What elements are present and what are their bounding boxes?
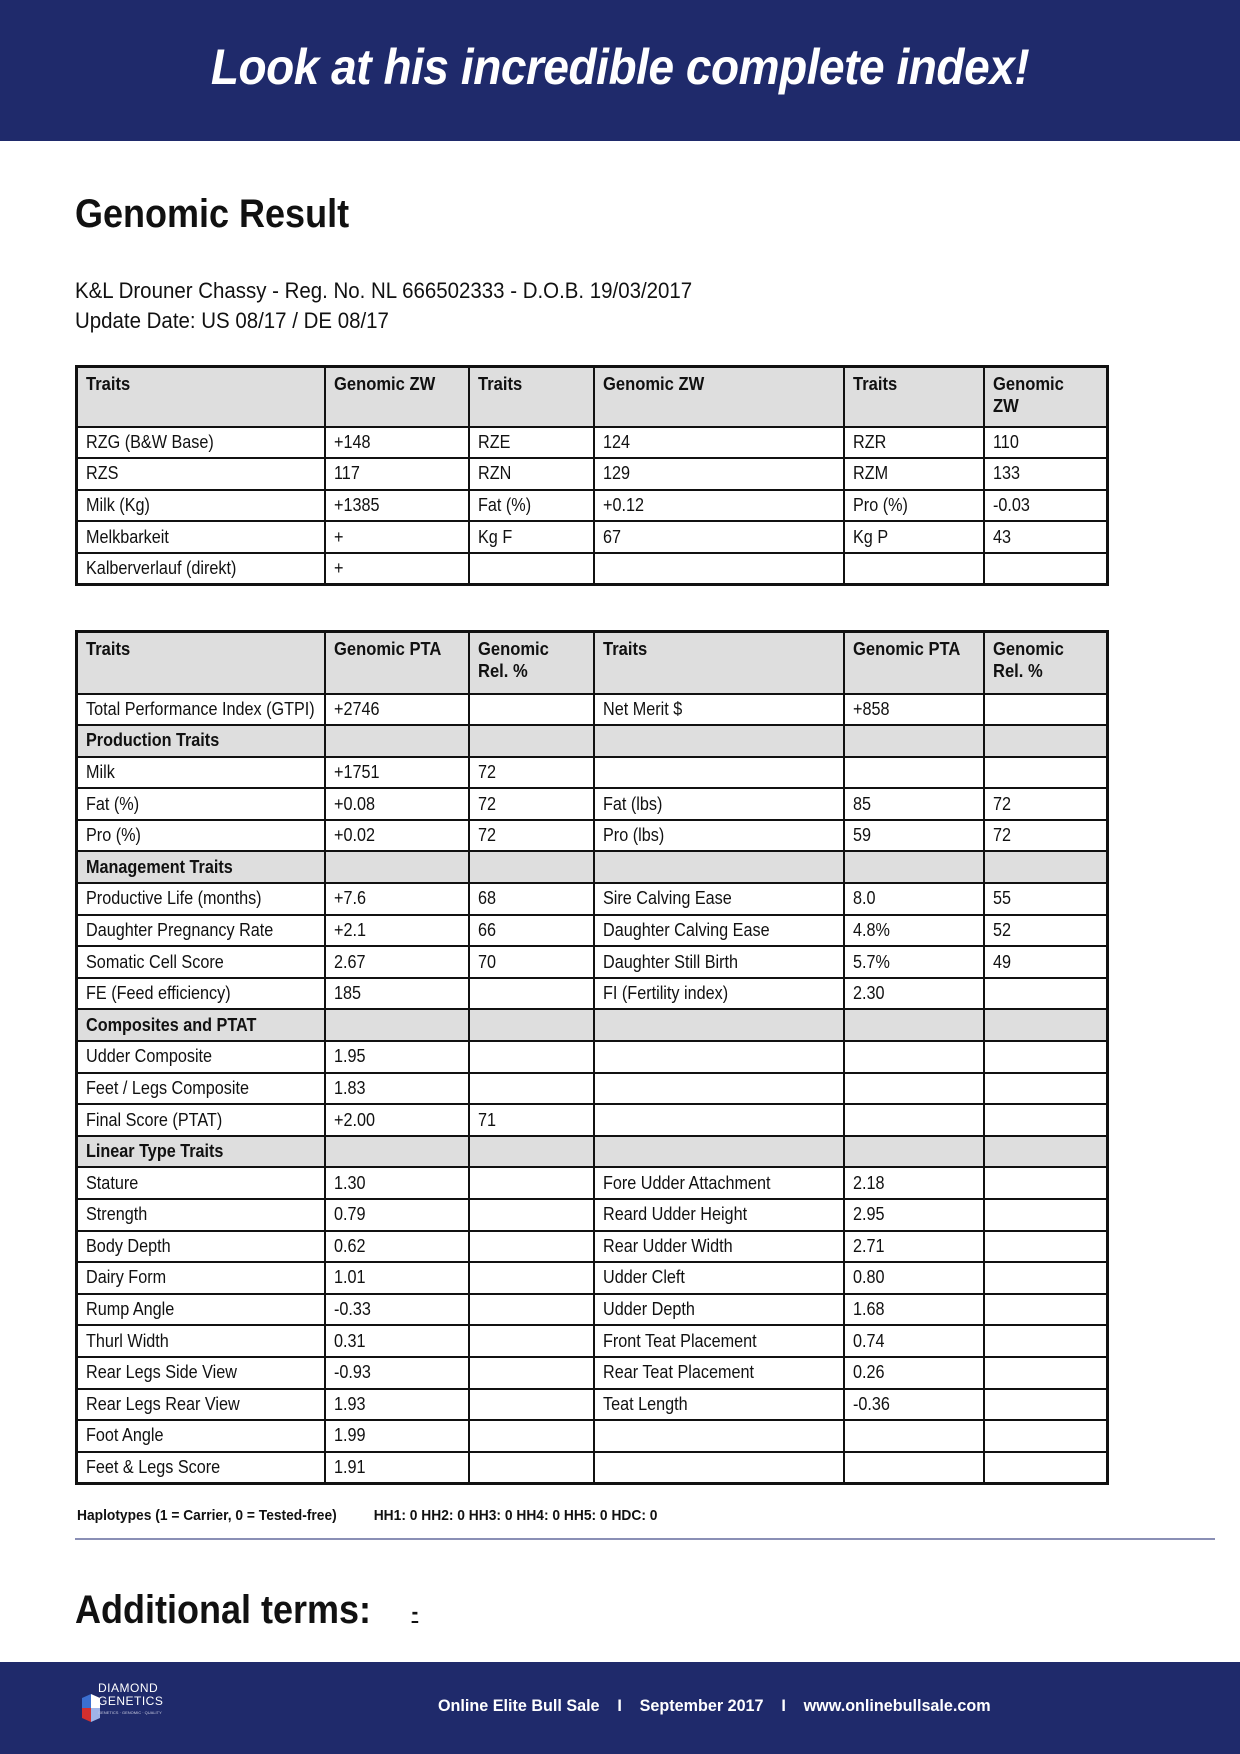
pta-cell: 0.80 <box>844 1262 984 1294</box>
pta-section-row <box>77 851 1108 883</box>
pta-cell <box>844 1452 984 1484</box>
zw-cell: 43 <box>984 521 1108 553</box>
pta-cell: Udder Cleft <box>594 1262 844 1294</box>
pta-cell: +858 <box>844 694 984 726</box>
zw-header-cell: Genomic ZW <box>594 367 844 427</box>
pta-cell: Feet / Legs Composite <box>77 1073 325 1105</box>
pta-cell: 8.0 <box>844 883 984 915</box>
pta-cell: 0.79 <box>325 1199 469 1231</box>
pta-cell <box>984 1262 1108 1294</box>
pta-cell: 70 <box>469 946 594 978</box>
pta-cell: Somatic Cell Score <box>77 946 325 978</box>
pta-cell: 85 <box>844 788 984 820</box>
pta-cell: Productive Life (months) <box>77 883 325 915</box>
zw-cell: Kg F <box>469 521 594 553</box>
pta-cell: 1.01 <box>325 1262 469 1294</box>
pta-cell: Fat (lbs) <box>594 788 844 820</box>
pta-cell <box>984 1167 1108 1199</box>
haplotypes-line <box>77 1507 657 1524</box>
pta-cell: 1.30 <box>325 1167 469 1199</box>
footer-date: September 2017 <box>639 1696 764 1715</box>
pta-cell: Feet & Legs Score <box>77 1452 325 1484</box>
pta-cell: Front Teat Placement <box>594 1325 844 1357</box>
pta-cell <box>594 1136 844 1168</box>
zw-cell: +0.12 <box>594 490 844 522</box>
pta-cell: 72 <box>469 820 594 852</box>
pta-cell: Udder Composite <box>77 1041 325 1073</box>
zw-cell: Fat (%) <box>469 490 594 522</box>
pta-cell <box>984 1136 1108 1168</box>
pta-cell: Fore Udder Attachment <box>594 1167 844 1199</box>
pta-cell <box>594 1104 844 1136</box>
pta-cell: Thurl Width <box>77 1325 325 1357</box>
pta-row <box>77 694 1108 726</box>
pta-cell: Pro (lbs) <box>594 820 844 852</box>
pta-row <box>77 1167 1108 1199</box>
pta-cell: Daughter Pregnancy Rate <box>77 915 325 947</box>
zw-cell: -0.03 <box>984 490 1108 522</box>
pta-cell <box>469 1262 594 1294</box>
pta-cell <box>844 1136 984 1168</box>
pta-cell: FE (Feed efficiency) <box>77 978 325 1010</box>
genomic-pta-table <box>75 630 1109 1485</box>
pta-row <box>77 946 1108 978</box>
pta-cell: 1.99 <box>325 1420 469 1452</box>
pta-cell: Total Performance Index (GTPI) <box>77 694 325 726</box>
pta-cell: 72 <box>984 820 1108 852</box>
pta-cell <box>469 1136 594 1168</box>
pta-cell <box>594 1073 844 1105</box>
additional-terms-value: - <box>411 1599 419 1625</box>
pta-cell: Milk <box>77 757 325 789</box>
pta-cell: FI (Fertility index) <box>594 978 844 1010</box>
zw-row <box>77 490 1108 522</box>
pta-cell <box>594 1041 844 1073</box>
pta-cell <box>469 978 594 1010</box>
pta-cell: +1751 <box>325 757 469 789</box>
pta-row <box>77 1073 1108 1105</box>
zw-cell <box>984 553 1108 585</box>
zw-row <box>77 553 1108 585</box>
footer-event: Online Elite Bull Sale <box>438 1696 600 1715</box>
pta-cell: Composites and PTAT <box>77 1009 325 1041</box>
pta-cell <box>594 757 844 789</box>
zw-cell: 110 <box>984 427 1108 459</box>
zw-cell: 67 <box>594 521 844 553</box>
pta-cell <box>469 1325 594 1357</box>
pta-cell: Udder Depth <box>594 1294 844 1326</box>
pta-cell <box>325 1136 469 1168</box>
page-title: Genomic Result <box>75 192 350 236</box>
pta-cell: +2.1 <box>325 915 469 947</box>
pta-row <box>77 1231 1108 1263</box>
zw-cell: 124 <box>594 427 844 459</box>
footer-info <box>438 1696 991 1716</box>
pta-cell <box>469 1389 594 1421</box>
top-banner <box>0 0 1240 141</box>
zw-cell: +1385 <box>325 490 469 522</box>
pta-row <box>77 757 1108 789</box>
pta-cell <box>984 1325 1108 1357</box>
pta-cell: 1.95 <box>325 1041 469 1073</box>
pta-cell <box>844 757 984 789</box>
pta-cell: 71 <box>469 1104 594 1136</box>
divider <box>75 1538 1215 1540</box>
pta-row <box>77 1325 1108 1357</box>
zw-cell: 129 <box>594 458 844 490</box>
pta-header-cell: Traits <box>77 632 325 694</box>
zw-cell: Kg P <box>844 521 984 553</box>
pta-cell: Daughter Still Birth <box>594 946 844 978</box>
zw-header-cell: Traits <box>77 367 325 427</box>
pta-cell <box>594 1420 844 1452</box>
pta-row <box>77 1199 1108 1231</box>
animal-info: K&L Drouner Chassy - Reg. No. NL 666502333 - D.O.B. 19/03/2017 <box>75 278 693 303</box>
pta-cell: Body Depth <box>77 1231 325 1263</box>
logo-line2: GENETICS <box>98 1694 164 1708</box>
pta-cell <box>469 1199 594 1231</box>
pta-header-cell: Genomic PTA <box>844 632 984 694</box>
pta-row <box>77 978 1108 1010</box>
pta-cell: 2.71 <box>844 1231 984 1263</box>
pta-cell: Stature <box>77 1167 325 1199</box>
pta-cell <box>844 1420 984 1452</box>
zw-cell: Pro (%) <box>844 490 984 522</box>
zw-cell: 117 <box>325 458 469 490</box>
footer-separator: I <box>617 1696 622 1715</box>
pta-cell <box>469 1167 594 1199</box>
pta-cell: -0.33 <box>325 1294 469 1326</box>
zw-cell: + <box>325 553 469 585</box>
pta-cell <box>325 725 469 757</box>
pta-cell: Sire Calving Ease <box>594 883 844 915</box>
pta-cell: 49 <box>984 946 1108 978</box>
pta-cell <box>469 1452 594 1484</box>
haplotypes-codes: HH1: 0 HH2: 0 HH3: 0 HH4: 0 HH5: 0 HDC: 0 <box>373 1507 658 1524</box>
pta-row <box>77 1104 1108 1136</box>
zw-cell: RZM <box>844 458 984 490</box>
pta-row <box>77 883 1108 915</box>
pta-cell: +2.00 <box>325 1104 469 1136</box>
additional-terms <box>75 1588 418 1633</box>
zw-cell: + <box>325 521 469 553</box>
pta-cell: 4.8% <box>844 915 984 947</box>
zw-cell: Melkbarkeit <box>77 521 325 553</box>
pta-cell <box>594 1452 844 1484</box>
pta-cell <box>844 725 984 757</box>
pta-cell <box>984 978 1108 1010</box>
zw-cell: RZG (B&W Base) <box>77 427 325 459</box>
pta-cell: +0.08 <box>325 788 469 820</box>
pta-cell <box>325 1009 469 1041</box>
pta-cell: 0.74 <box>844 1325 984 1357</box>
update-date: Update Date: US 08/17 / DE 08/17 <box>75 308 389 333</box>
pta-row <box>77 788 1108 820</box>
pta-cell: 55 <box>984 883 1108 915</box>
pta-cell: Pro (%) <box>77 820 325 852</box>
pta-cell <box>469 1231 594 1263</box>
pta-cell: 0.31 <box>325 1325 469 1357</box>
pta-cell: Rear Udder Width <box>594 1231 844 1263</box>
zw-cell: RZN <box>469 458 594 490</box>
pta-row <box>77 1294 1108 1326</box>
pta-cell <box>984 725 1108 757</box>
pta-cell: 1.91 <box>325 1452 469 1484</box>
pta-cell: Foot Angle <box>77 1420 325 1452</box>
pta-header-cell: Genomic PTA <box>325 632 469 694</box>
pta-row <box>77 1420 1108 1452</box>
pta-cell <box>984 1452 1108 1484</box>
zw-cell: Milk (Kg) <box>77 490 325 522</box>
pta-cell <box>844 1009 984 1041</box>
zw-cell: +148 <box>325 427 469 459</box>
pta-cell <box>844 1073 984 1105</box>
pta-cell: 66 <box>469 915 594 947</box>
footer-bar <box>0 1662 1240 1754</box>
pta-cell: 185 <box>325 978 469 1010</box>
pta-header-cell: Genomic Rel. % <box>469 632 594 694</box>
pta-cell <box>469 1420 594 1452</box>
pta-cell: 2.95 <box>844 1199 984 1231</box>
pta-cell: 72 <box>469 757 594 789</box>
pta-cell <box>984 694 1108 726</box>
pta-cell: 72 <box>469 788 594 820</box>
zw-row <box>77 521 1108 553</box>
pta-cell: 1.83 <box>325 1073 469 1105</box>
pta-cell: Linear Type Traits <box>77 1136 325 1168</box>
footer-separator: I <box>781 1696 786 1715</box>
pta-cell <box>844 1104 984 1136</box>
pta-cell: 0.26 <box>844 1357 984 1389</box>
zw-row <box>77 458 1108 490</box>
pta-cell: 2.30 <box>844 978 984 1010</box>
pta-cell: -0.36 <box>844 1389 984 1421</box>
footer-url[interactable]: www.onlinebullsale.com <box>803 1696 991 1715</box>
pta-cell <box>984 1357 1108 1389</box>
diamond-genetics-logo <box>80 1680 170 1736</box>
haplotypes-label: Haplotypes (1 = Carrier, 0 = Tested-free) <box>77 1507 337 1524</box>
pta-cell <box>469 725 594 757</box>
pta-cell: 68 <box>469 883 594 915</box>
pta-cell: +2746 <box>325 694 469 726</box>
pta-cell <box>984 757 1108 789</box>
zw-cell <box>469 553 594 585</box>
zw-cell: RZE <box>469 427 594 459</box>
pta-section-row <box>77 1136 1108 1168</box>
zw-cell: Kalberverlauf (direkt) <box>77 553 325 585</box>
pta-row <box>77 1452 1108 1484</box>
pta-cell: Daughter Calving Ease <box>594 915 844 947</box>
zw-header-cell: Genomic ZW <box>984 367 1108 427</box>
logo-line1: DIAMOND <box>98 1681 159 1695</box>
pta-row <box>77 820 1108 852</box>
pta-cell <box>594 1009 844 1041</box>
pta-row <box>77 1357 1108 1389</box>
zw-header-cell: Genomic ZW <box>325 367 469 427</box>
pta-cell: 1.68 <box>844 1294 984 1326</box>
banner-title: Look at his incredible complete index! <box>210 39 1030 95</box>
pta-cell <box>469 1041 594 1073</box>
zw-cell <box>594 553 844 585</box>
pta-cell: 59 <box>844 820 984 852</box>
pta-row <box>77 915 1108 947</box>
genomic-zw-table <box>75 365 1109 586</box>
pta-cell: Rump Angle <box>77 1294 325 1326</box>
pta-cell: Management Traits <box>77 851 325 883</box>
pta-cell <box>469 694 594 726</box>
pta-cell <box>984 851 1108 883</box>
pta-cell <box>469 1009 594 1041</box>
zw-cell: 133 <box>984 458 1108 490</box>
pta-cell <box>469 1294 594 1326</box>
pta-cell: 0.62 <box>325 1231 469 1263</box>
pta-cell <box>469 851 594 883</box>
pta-cell <box>844 1041 984 1073</box>
zw-cell <box>844 553 984 585</box>
pta-cell: Final Score (PTAT) <box>77 1104 325 1136</box>
zw-header-cell: Traits <box>469 367 594 427</box>
pta-row <box>77 1389 1108 1421</box>
pta-cell: Production Traits <box>77 725 325 757</box>
pta-cell: Strength <box>77 1199 325 1231</box>
zw-cell: RZR <box>844 427 984 459</box>
pta-cell: Fat (%) <box>77 788 325 820</box>
pta-cell: Rear Legs Rear View <box>77 1389 325 1421</box>
pta-cell <box>594 725 844 757</box>
pta-cell: 72 <box>984 788 1108 820</box>
pta-cell <box>469 1357 594 1389</box>
pta-section-row <box>77 725 1108 757</box>
pta-cell: Rear Teat Placement <box>594 1357 844 1389</box>
pta-section-row <box>77 1009 1108 1041</box>
pta-cell: 2.18 <box>844 1167 984 1199</box>
pta-cell <box>844 851 984 883</box>
pta-cell: +7.6 <box>325 883 469 915</box>
pta-cell <box>984 1041 1108 1073</box>
pta-cell <box>984 1294 1108 1326</box>
pta-cell <box>594 851 844 883</box>
pta-cell <box>984 1199 1108 1231</box>
pta-cell: -0.93 <box>325 1357 469 1389</box>
pta-cell <box>984 1073 1108 1105</box>
pta-header-cell: Genomic Rel. % <box>984 632 1108 694</box>
pta-row <box>77 1262 1108 1294</box>
pta-cell: 1.93 <box>325 1389 469 1421</box>
pta-cell: 5.7% <box>844 946 984 978</box>
pta-cell <box>984 1420 1108 1452</box>
pta-cell <box>469 1073 594 1105</box>
pta-cell <box>325 851 469 883</box>
zw-row <box>77 427 1108 459</box>
zw-header-cell: Traits <box>844 367 984 427</box>
pta-cell: Teat Length <box>594 1389 844 1421</box>
pta-cell <box>984 1009 1108 1041</box>
pta-cell: Rear Legs Side View <box>77 1357 325 1389</box>
logo-tagline: GENETICS · GENOMIC · QUALITY <box>98 1710 162 1715</box>
zw-cell: RZS <box>77 458 325 490</box>
pta-header-cell: Traits <box>594 632 844 694</box>
pta-cell: +0.02 <box>325 820 469 852</box>
additional-terms-label: Additional terms: <box>75 1588 372 1632</box>
pta-cell: 2.67 <box>325 946 469 978</box>
pta-cell: Net Merit $ <box>594 694 844 726</box>
pta-row <box>77 1041 1108 1073</box>
pta-cell <box>984 1104 1108 1136</box>
pta-cell: Reard Udder Height <box>594 1199 844 1231</box>
pta-cell: Dairy Form <box>77 1262 325 1294</box>
pta-cell: 52 <box>984 915 1108 947</box>
pta-cell <box>984 1389 1108 1421</box>
pta-cell <box>984 1231 1108 1263</box>
